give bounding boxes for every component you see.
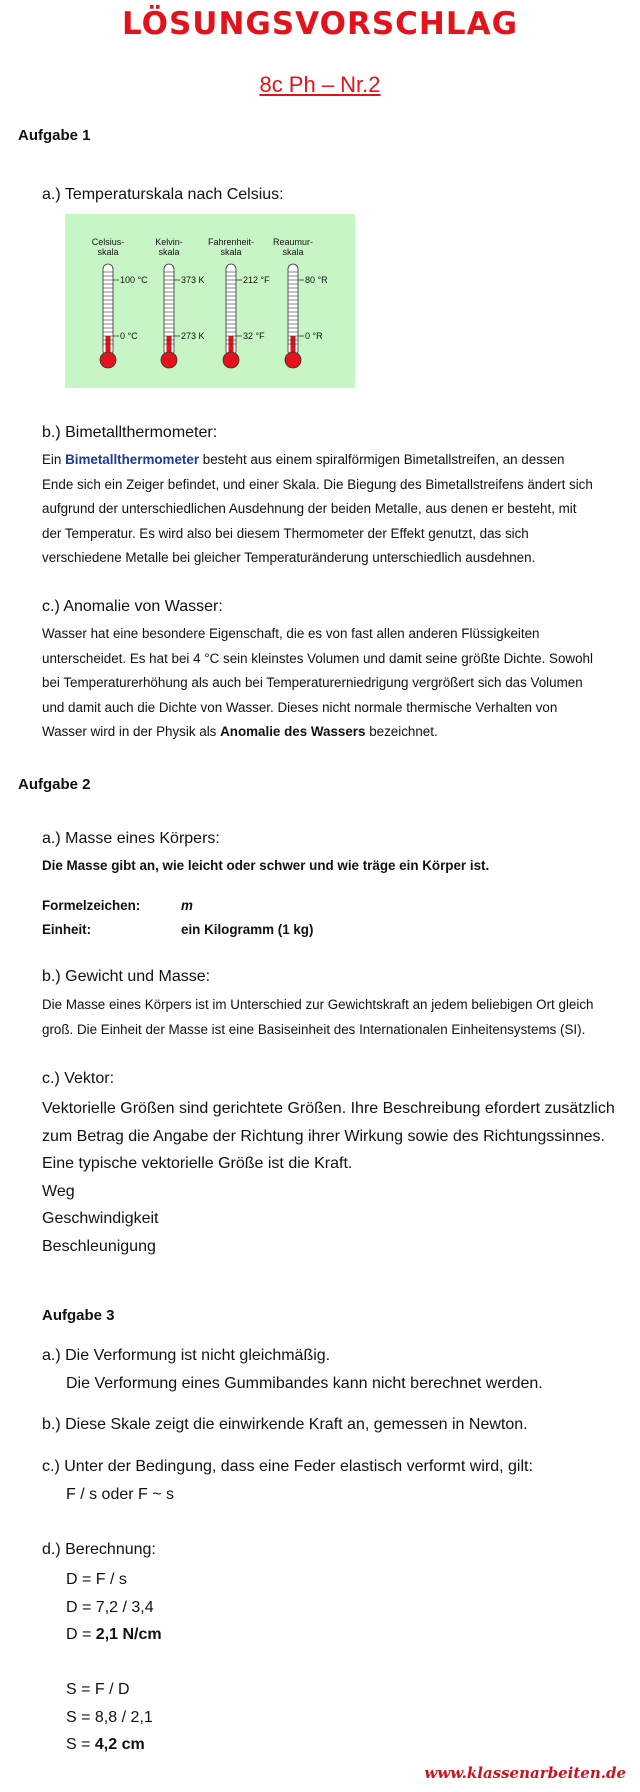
bottom-reading: 0 °R [305, 331, 323, 341]
formelzeichen-label: Formelzeichen: [42, 898, 141, 913]
text-line: aufgrund der unterschiedlichen Ausdehnung der beiden Metalle, aus denen er besteht, mit [42, 501, 577, 516]
einheit-label: Einheit: [42, 922, 92, 937]
scale-name-line1: Fahrenheit- [207, 237, 255, 247]
aufgabe-3d-label: d.) Berechnung: [42, 1541, 156, 1558]
top-reading: 212 °F [243, 275, 270, 285]
anomalie-term: Anomalie des Wassers [220, 724, 366, 739]
calc-line: S = 8,8 / 2,1 [66, 1708, 153, 1726]
text-line: verschiedene Metalle bei gleicher Temperaturänderung unterschiedlich ausdehnen. [42, 550, 536, 565]
calc-result: S = 4,2 cm [66, 1736, 145, 1753]
top-reading: 100 °C [120, 275, 148, 285]
thermometer-bulb [285, 352, 301, 368]
text-line: Weg [42, 1182, 75, 1200]
text-line: bei Temperaturerhöhung als auch bei Temperaturerniedrigung vergrößert sich das Volumen [42, 675, 583, 690]
thermometer-bulb [161, 352, 177, 368]
aufgabe-3-heading: Aufgabe 3 [42, 1307, 115, 1324]
bottom-reading: 0 °C [120, 331, 138, 341]
scale-name-line1: Celsius- [91, 237, 125, 247]
calc-line: D = F / s [66, 1571, 127, 1588]
text-line: Ende sich ein Zeiger befindet, und einer Skala. Die Biegung des Bimetallstreifens ändert sich [42, 476, 593, 492]
scale-name-line2: skala [282, 247, 304, 257]
aufgabe-3c-line1: c.) Unter der Bedingung, dass eine Feder elastisch verformt wird, gilt: [42, 1458, 533, 1475]
thermometer-bulb [223, 352, 239, 368]
aufgabe-1b-label: b.) Bimetallthermometer: [42, 424, 218, 441]
aufgabe-3a-line2: Die Verformung eines Gummibandes kann nicht berechnet werden. [66, 1375, 543, 1392]
text-line: und damit auch die Dichte von Wasser. Dieses nicht normale thermische Verhalten von [42, 699, 558, 715]
scale-name-line2: skala [158, 247, 180, 257]
text-line: der Temperatur. Es wird also bei diesem Thermometer der Effekt genutzt, das sich [42, 525, 529, 541]
aufgabe-2b-text [42, 993, 632, 1042]
bimetall-term: Bimetallthermometer [65, 452, 200, 467]
text-line: Ein Bimetallthermometer besteht aus einem spiralförmigen Bimetallstreifen, an dessen [42, 452, 565, 467]
s-calculation [66, 1676, 153, 1759]
aufgabe-2-heading: Aufgabe 2 [18, 776, 91, 793]
thermometer-scales-figure [65, 214, 355, 388]
aufgabe-1-heading: Aufgabe 1 [18, 127, 91, 144]
aufgabe-2c-text [42, 1095, 637, 1260]
text-line: Wasser wird in der Physik als Anomalie des Wassers bezeichnet. [42, 724, 438, 739]
aufgabe-2c-label: c.) Vektor: [42, 1070, 115, 1087]
aufgabe-3c-line2: F / s oder F ~ s [66, 1486, 175, 1503]
page-subtitle: 8c Ph – Nr.2 [259, 72, 381, 97]
text-line: unterscheidet. Es hat bei 4 °C sein kleinstes Volumen und damit seine größte Dichte. Sowohl [42, 650, 593, 666]
aufgabe-2b-label: b.) Gewicht und Masse: [42, 968, 211, 985]
aufgabe-2a-label: a.) Masse eines Körpers: [42, 830, 220, 847]
text-line: zum Betrag die Angabe der Richtung ihrer Wirkung sowie des Richtungssinnes. [42, 1127, 605, 1145]
aufgabe-3a-line1: a.) Die Verformung ist nicht gleichmäßig. [42, 1347, 331, 1364]
text-line: groß. Die Einheit der Masse ist eine Basiseinheit des Internationalen Einheitensystems (SI). [42, 1021, 586, 1037]
scale-name-line2: skala [220, 247, 242, 257]
masse-definition: Die Masse gibt an, wie leicht oder schwer und wie träge ein Körper ist. [42, 858, 490, 873]
scale-name-line2: skala [97, 247, 119, 257]
text-line: Geschwindigkeit [42, 1210, 159, 1227]
text-line: Beschleunigung [42, 1237, 156, 1255]
aufgabe-1a-label: a.) Temperaturskala nach Celsius: [42, 186, 284, 203]
calc-line: D = 7,2 / 3,4 [66, 1598, 154, 1616]
einheit-value: ein Kilogramm (1 kg) [181, 922, 314, 937]
bottom-reading: 273 K [181, 331, 205, 341]
aufgabe-1c-label: c.) Anomalie von Wasser: [42, 598, 223, 615]
text-line: Eine typische vektorielle Größe ist die Kraft. [42, 1155, 353, 1172]
text-line: Die Masse eines Körpers ist im Unterschied zur Gewichtskraft an jedem beliebigen Ort gleich [42, 997, 594, 1012]
scale-name-line1: Kelvin- [155, 237, 183, 247]
aufgabe-3b-line: b.) Diese Skale zeigt die einwirkende Kraft an, gemessen in Newton. [42, 1416, 528, 1433]
watermark: www.klassenarbeiten.de [424, 1764, 626, 1782]
scale-name-line1: Reaumur- [272, 237, 314, 247]
calc-line: S = F / D [66, 1681, 130, 1698]
page-title: LÖSUNGSVORSCHLAG [121, 6, 519, 42]
formelzeichen-value: m [181, 898, 193, 913]
top-reading: 80 °R [305, 275, 328, 285]
d-calculation [66, 1566, 162, 1649]
aufgabe-1b-text [42, 448, 632, 571]
aufgabe-1c-text [42, 622, 632, 745]
calc-result: D = 2,1 N/cm [66, 1626, 162, 1643]
text-line: Wasser hat eine besondere Eigenschaft, die es von fast allen anderen Flüssigkeiten [42, 626, 540, 641]
top-reading: 373 K [181, 275, 205, 285]
text-line: Vektorielle Größen sind gerichtete Größen. Ihre Beschreibung efordert zusätzlich [42, 1100, 615, 1117]
thermometer-bulb [100, 352, 116, 368]
bottom-reading: 32 °F [243, 331, 265, 341]
